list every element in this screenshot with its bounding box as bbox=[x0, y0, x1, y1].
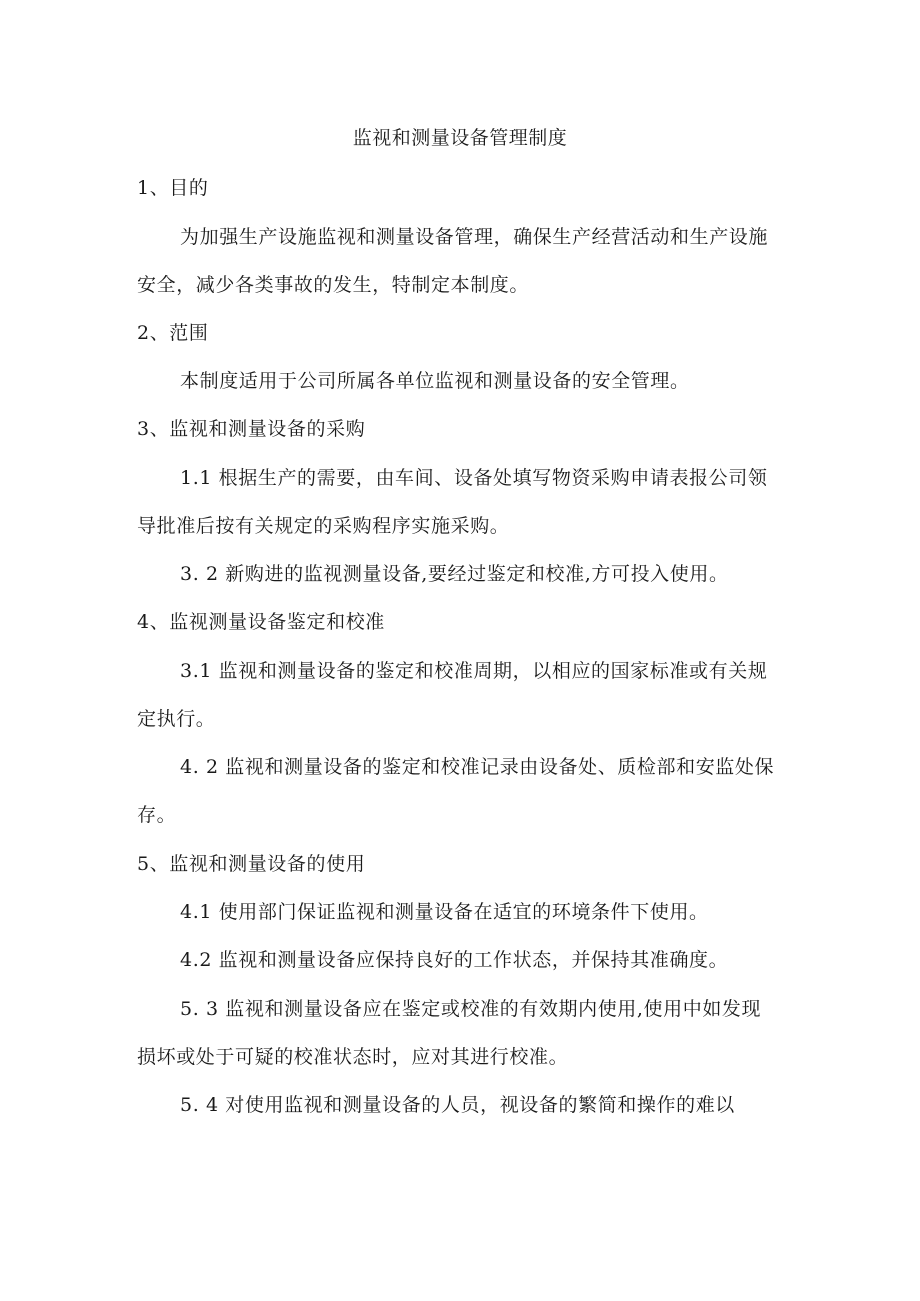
section-5-item-3-line-2: 损坏或处于可疑的校准状态时，应对其进行校准。 bbox=[137, 1046, 569, 1068]
section-4-item-1-line-2: 定执行。 bbox=[137, 708, 216, 730]
document-title: 监视和测量设备管理制度 bbox=[352, 127, 568, 149]
section-3-item-2-line-1: 3. 2 新购进的监视测量设备,要经过鉴定和校准,方可投入使用。 bbox=[180, 563, 729, 585]
section-5-item-2-line-1: 4.2 监视和测量设备应保持良好的工作状态，并保持其准确度。 bbox=[180, 949, 729, 971]
section-1-paragraph-line-2: 安全，减少各类事故的发生，特制定本制度。 bbox=[137, 274, 530, 296]
section-5-heading: 5、监视和测量设备的使用 bbox=[137, 853, 366, 875]
section-1-paragraph-line-1: 为加强生产设施监视和测量设备管理，确保生产经营活动和生产设施 bbox=[180, 226, 769, 248]
section-5-item-1-line-1: 4.1 使用部门保证监视和测量设备在适宜的环境条件下使用。 bbox=[180, 901, 709, 923]
section-1-heading: 1、目的 bbox=[137, 177, 209, 199]
section-3-heading: 3、监视和测量设备的采购 bbox=[137, 418, 366, 440]
section-4-item-2-line-1: 4. 2 监视和测量设备的鉴定和校准记录由设备处、质检部和安监处保 bbox=[180, 756, 775, 778]
section-2-heading: 2、范围 bbox=[137, 322, 209, 344]
section-4-item-1-line-1: 3.1 监视和测量设备的鉴定和校准周期，以相应的国家标准或有关规 bbox=[180, 660, 768, 682]
section-5-item-3-line-1: 5. 3 监视和测量设备应在鉴定或校准的有效期内使用,使用中如发现 bbox=[180, 998, 762, 1020]
section-2-paragraph-line-1: 本制度适用于公司所属各单位监视和测量设备的安全管理。 bbox=[180, 370, 690, 392]
section-5-item-4-line-1: 5. 4 对使用监视和测量设备的人员，视设备的繁简和操作的难以 bbox=[180, 1094, 735, 1116]
section-3-item-1-line-1: 1.1 根据生产的需要，由车间、设备处填写物资采购申请表报公司领 bbox=[180, 467, 768, 489]
section-4-item-2-line-2: 存。 bbox=[137, 804, 177, 826]
section-4-heading: 4、监视测量设备鉴定和校准 bbox=[137, 611, 385, 633]
section-3-item-1-line-2: 导批准后按有关规定的采购程序实施采购。 bbox=[137, 515, 510, 537]
